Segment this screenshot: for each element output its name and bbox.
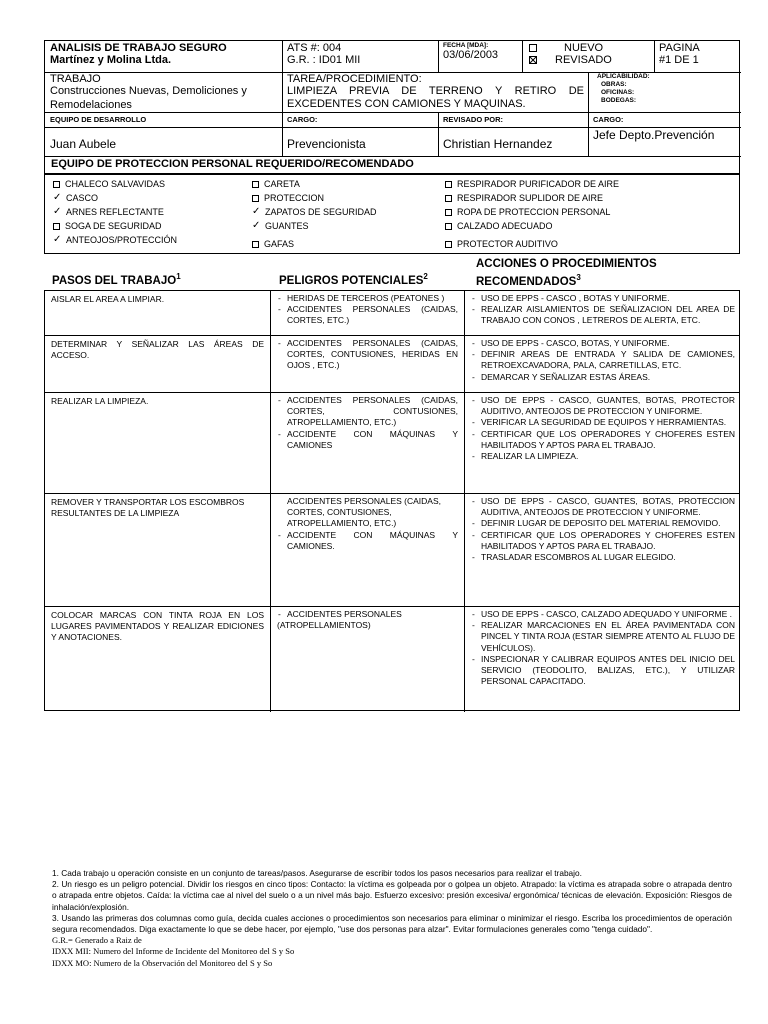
- pagina-cell: [655, 41, 741, 73]
- ppe-box: [44, 174, 740, 254]
- revisado-option[interactable]: [529, 54, 648, 66]
- gr-value: G.R. : ID01 MII: [287, 54, 361, 66]
- revisado-value-cell: [439, 128, 589, 157]
- ppe-item-label: CASCO: [66, 193, 99, 203]
- paso-cell: [45, 607, 271, 712]
- header-block: [44, 40, 740, 174]
- checkmark-icon[interactable]: ✓: [53, 234, 62, 245]
- peligros-header-text: PELIGROS POTENCIALES: [279, 274, 424, 287]
- pasos-header-text: PASOS DEL TRABAJO: [52, 274, 177, 287]
- revisado-label: REVISADO: [555, 54, 612, 66]
- acciones-header-line1: ACCIONES O PROCEDIMIENTOS: [476, 258, 657, 270]
- revisado-por-value: Christian Hernandez: [443, 137, 553, 151]
- ppe-item-label: ZAPATOS DE SEGURIDAD: [265, 207, 377, 217]
- accion-item: - CERTIFICAR QUE LOS OPERADORES Y CHOFERES ESTEN HABILITADOS Y APTOS PARA EL TRABAJO.: [471, 530, 735, 552]
- accion-item: - USO DE EPPS - CASCO, GUANTES, BOTAS, PROTECCION AUDITIVA, ANTEOJOS DE PROTECCION Y UNIFORME.: [471, 496, 735, 518]
- fecha-value: 03/06/2003: [443, 49, 499, 61]
- checkbox[interactable]: [252, 241, 259, 248]
- checkbox[interactable]: [53, 181, 60, 188]
- table-row: [45, 393, 739, 494]
- ppe-item-label: PROTECTOR AUDITIVO: [457, 239, 558, 249]
- ppe-item-label: CARETA: [264, 179, 300, 189]
- checkbox[interactable]: [445, 223, 452, 230]
- checkbox[interactable]: [252, 195, 259, 202]
- paso-text: REALIZAR LA LIMPIEZA.: [51, 396, 149, 406]
- ppe-item[interactable]: [53, 179, 165, 189]
- footnote-gr: G.R.= Generado a Raiz de: [52, 935, 142, 946]
- trabajo-value: Construcciones Nuevas, Demoliciones y Remodelaciones: [50, 85, 247, 111]
- accion-item: - REALIZAR LA LIMPIEZA.: [471, 451, 735, 462]
- doc-title: ANALISIS DE TRABAJO SEGURO: [50, 42, 227, 54]
- equipo-label-cell: [45, 113, 283, 128]
- accion-item: - REALIZAR MARCACIONES EN EL ÁREA PAVIMENTADA CON PINCEL Y TINTA ROJA (ESTAR SIEMPRE ATENTO AL FLUJO DE VEHÍCULOS).: [471, 620, 735, 654]
- pasos-header: [52, 272, 181, 287]
- peligro-item: - HERIDAS DE TERCEROS (PEATONES ): [277, 293, 458, 304]
- peligros-cell: [271, 393, 465, 493]
- ppe-item[interactable]: [53, 221, 162, 231]
- ppe-item[interactable]: [252, 207, 377, 217]
- table-row: [45, 291, 739, 336]
- footnotes: [52, 868, 732, 969]
- steps-table: [44, 290, 740, 711]
- ppe-item[interactable]: [445, 221, 553, 231]
- equipo-value: Juan Aubele: [50, 137, 117, 151]
- peligro-item: ACCIDENTES PERSONALES (CAIDAS, CORTES, CONTUSIONES, ATROPELLAMIENTO, ETC.): [287, 496, 441, 529]
- title-cell: [45, 41, 283, 73]
- cargo-value-2: Jefe Depto.Prevención: [593, 128, 715, 142]
- company-name: Martínez y Molina Ltda.: [50, 54, 172, 66]
- bodegas-label: BODEGAS:: [601, 97, 637, 104]
- checkbox[interactable]: [445, 209, 452, 216]
- peligro-item: - ACCIDENTES PERSONALES (CAIDAS, CORTES, CONTUSIONES, ATROPELLAMIENTO, ETC.): [277, 395, 458, 429]
- cargo-value-cell-2: [589, 128, 741, 157]
- peligros-cell: [271, 494, 465, 606]
- peligros-header: [279, 272, 428, 287]
- ppe-item[interactable]: [252, 179, 300, 189]
- accion-item: - DEFINIR LUGAR DE DEPOSITO DEL MATERIAL REMOVIDO.: [471, 518, 735, 529]
- ats-number: ATS #: 004: [287, 42, 342, 54]
- ppe-item-label: GUANTES: [265, 221, 309, 231]
- paso-cell: [45, 336, 271, 392]
- acciones-header: [476, 257, 657, 289]
- tarea-cell: [283, 73, 589, 113]
- equipo-value-cell: [45, 128, 283, 157]
- checkmark-icon[interactable]: ✓: [252, 220, 261, 231]
- acciones-cell: [465, 607, 741, 712]
- ppe-item-label: CHALECO SALVAVIDAS: [65, 179, 166, 189]
- nuevo-label: NUEVO: [564, 42, 604, 54]
- ats-cell: [283, 41, 439, 73]
- ppe-item[interactable]: [53, 207, 164, 217]
- x-mark-icon: [529, 56, 537, 64]
- ppe-title: EQUIPO DE PROTECCION PERSONAL REQUERIDO/RECOMENDADO: [51, 158, 414, 170]
- status-cell: [523, 41, 655, 73]
- fecha-label: FECHA [MDA]:: [443, 42, 489, 49]
- footnote-mii: IDXX MII: Numero del Informe de Incidente del Monitoreo del S y So: [52, 946, 295, 957]
- aplicabilidad-label: APLICABILIDAD:: [597, 73, 650, 80]
- aplicabilidad-cell: [589, 73, 741, 113]
- cargo-label-2: CARGO:: [593, 115, 624, 124]
- cargo-label-cell-1: [283, 113, 439, 128]
- footnote-1: 1. Cada trabajo u operación consiste en un conjunto de tareas/pasos. Asegurarse de escribir todos los pasos necesarios para realizar el trabajo.: [52, 868, 582, 878]
- accion-item: - USO DE EPPS - CASCO , BOTAS Y UNIFORME.: [471, 293, 735, 304]
- pagina-label: PAGINA: [659, 42, 700, 54]
- peligro-item: - ACCIDENTE CON MÁQUINAS Y CAMIONES.: [277, 530, 458, 552]
- checkmark-icon[interactable]: ✓: [252, 206, 261, 217]
- accion-item: - VERIFICAR LA SEGURIDAD DE EQUIPOS Y HERRAMIENTAS.: [471, 417, 735, 428]
- cargo-value-cell-1: [283, 128, 439, 157]
- ppe-item-label: RESPIRADOR SUPLIDOR DE AIRE: [457, 193, 604, 203]
- ppe-item[interactable]: [445, 207, 610, 217]
- checkmark-icon[interactable]: ✓: [53, 192, 62, 203]
- ppe-item-label: ARNES REFLECTANTE: [66, 207, 164, 217]
- paso-cell: [45, 291, 271, 335]
- accion-item: - USO DE EPPS - CASCO, GUANTES, BOTAS, PROTECTOR AUDITIVO, ANTEOJOS DE PROTECCION Y UNIFORME.: [471, 395, 735, 417]
- tarea-value: LIMPIEZA PREVIA DE TERRENO Y RETIRO DE EXCEDENTES CON CAMIONES Y MAQUINAS.: [287, 85, 584, 110]
- ppe-item-label: SOGA DE SEGURIDAD: [65, 221, 162, 231]
- ppe-item-label: GAFAS: [264, 239, 295, 249]
- trabajo-cell: [45, 73, 283, 113]
- accion-item: - REALIZAR AISLAMIENTOS DE SEÑALIZACION DEL AREA DE TRABAJO CON CONOS , LETREROS DE ALERTA, ETC.: [471, 304, 735, 326]
- nuevo-option[interactable]: [529, 42, 648, 54]
- checkbox[interactable]: [445, 195, 452, 202]
- table-row: [45, 607, 739, 712]
- paso-cell: [45, 494, 271, 606]
- accion-item: - CERTIFICAR QUE LOS OPERADORES Y CHOFERES ESTEN HABILITADOS Y APTOS PARA EL TRABAJO.: [471, 429, 735, 451]
- ppe-item-label: ANTEOJOS/PROTECCIÓN: [66, 235, 178, 245]
- checkbox[interactable]: [445, 181, 452, 188]
- ppe-item-label: RESPIRADOR PURIFICADOR DE AIRE: [457, 179, 620, 189]
- revisado-label-cell: [439, 113, 589, 128]
- peligro-item: - ACCIDENTES PERSONALES (CAIDAS, CORTES, CONTUSIONES, HERIDAS EN OJOS , ETC.): [277, 338, 458, 372]
- acciones-cell: [465, 494, 741, 606]
- ppe-item[interactable]: [252, 221, 309, 231]
- accion-item: - INSPECIONAR Y CALIBRAR EQUIPOS ANTES DEL INICIO DEL SERVICIO (TEODOLITO, BALIZAS, ETC.), Y UTILIZAR PERSONAL CAPACITADO.: [471, 654, 735, 688]
- accion-item: - DEMARCAR Y SEÑALIZAR ESTAS ÁREAS.: [471, 372, 735, 383]
- peligros-sup: 2: [423, 272, 428, 281]
- accion-item: - DEFINIR AREAS DE ENTRADA Y SALIDA DE CAMIONES, RETROEXCAVADORA, PALA, CARRETILLAS, ETC.: [471, 349, 735, 371]
- peligro-item: - ACCIDENTES PERSONALES (CAIDAS, CORTES, ETC.): [277, 304, 458, 326]
- obras-label: OBRAS:: [601, 81, 627, 88]
- checkmark-icon[interactable]: ✓: [53, 206, 62, 217]
- paso-text: COLOCAR MARCAS CON TINTA ROJA EN LOS LUGARES PAVIMENTADOS Y REALIZAR EDICIONES Y ANOTACIONES.: [51, 610, 264, 643]
- fecha-cell: [439, 41, 523, 73]
- paso-cell: [45, 393, 271, 493]
- cargo-value-1: Prevencionista: [287, 137, 366, 151]
- paso-text: AISLAR EL AREA A LIMPIAR.: [51, 294, 165, 304]
- acciones-cell: [465, 393, 741, 493]
- paso-text: DETERMINAR Y SEÑALIZAR LAS ÁREAS DE ACCESO.: [51, 339, 264, 361]
- accion-item: - USO DE EPPS - CASCO, CALZADO ADEQUADO Y UNIFORME .: [471, 609, 735, 620]
- cargo-label-1: CARGO:: [287, 115, 318, 124]
- accion-item: - TRASLADAR ESCOMBROS AL LUGAR ELEGIDO.: [471, 552, 735, 563]
- checkbox[interactable]: [252, 181, 259, 188]
- footnote-mo: IDXX MO: Numero de la Observación del Monitoreo del S y So: [52, 957, 273, 968]
- ppe-item-label: ROPA DE PROTECCION PERSONAL: [457, 207, 611, 217]
- peligros-cell: [271, 607, 465, 712]
- revisado-checkbox[interactable]: [529, 56, 537, 64]
- footnote-2: 2. Un riesgo es un peligro potencial. Dividir los riesgos en cinco tipos: Contacto: la víctima es golpeada por o golpea un objeto. Atrapado: la víctima es atrapada sobre o atrapada dentro o atrapada entre objetos. Caída: la víctima cae al nivel del suelo o a un nivel más bajo. Esfuerzo excesivo: presión excesiva/ ergonómica/ técnicas de elevación. Exposición: Riesgos de inhalación/explosión.: [52, 879, 732, 912]
- nuevo-checkbox[interactable]: [529, 44, 537, 52]
- ppe-item[interactable]: [445, 239, 558, 249]
- peligro-item-cont: (ATROPELLAMIENTOS): [277, 620, 371, 631]
- paso-text: REMOVER Y TRANSPORTAR LOS ESCOMBROS RESULTANTES DE LA LIMPIEZA: [51, 497, 245, 519]
- acciones-cell: [465, 291, 741, 335]
- ppe-item[interactable]: [252, 193, 324, 203]
- tarea-label: TAREA/PROCEDIMIENTO:: [287, 73, 422, 85]
- table-row: [45, 494, 739, 607]
- pagina-value: #1 DE 1: [659, 54, 699, 66]
- ppe-item[interactable]: [53, 193, 98, 203]
- ppe-item-label: PROTECCION: [264, 193, 325, 203]
- pasos-sup: 1: [176, 272, 181, 281]
- table-row: [45, 336, 739, 393]
- peligro-item: - ACCIDENTES PERSONALES: [277, 609, 458, 620]
- accion-item: - USO DE EPPS - CASCO, BOTAS, Y UNIFORME.: [471, 338, 735, 349]
- trabajo-label: TRABAJO: [50, 73, 101, 85]
- acciones-sup: 3: [576, 273, 581, 282]
- footnote-3: 3. Usando las primeras dos columnas como guía, decida cuales acciones o procedimientos son necesarios para eliminar o minimizar el riesgo. Escriba los procedimientos de operación segura recomendados. Diga exactamente lo que se debe hacer, por ejemplo, "use dos personas para alzar". Evitar formulaciones generales como "tenga cuidado".: [52, 912, 732, 935]
- ppe-item[interactable]: [445, 193, 603, 203]
- acciones-header-line2: RECOMENDADOS: [476, 275, 577, 288]
- equipo-label: EQUIPO DE DESARROLLO: [50, 115, 147, 124]
- checkbox[interactable]: [53, 223, 60, 230]
- revisado-por-label: REVISADO POR:: [443, 115, 504, 124]
- peligros-cell: [271, 291, 465, 335]
- cargo-label-cell-2: [589, 113, 741, 128]
- acciones-cell: [465, 336, 741, 392]
- checkbox[interactable]: [445, 241, 452, 248]
- peligros-cell: [271, 336, 465, 392]
- ppe-item[interactable]: [445, 179, 619, 189]
- ppe-item[interactable]: [53, 235, 177, 245]
- ppe-item[interactable]: [252, 239, 294, 249]
- peligro-item: - ACCIDENTE CON MÁQUINAS Y CAMIONES: [277, 429, 458, 451]
- oficinas-label: OFICINAS:: [601, 89, 635, 96]
- ppe-item-label: CALZADO ADECUADO: [457, 221, 553, 231]
